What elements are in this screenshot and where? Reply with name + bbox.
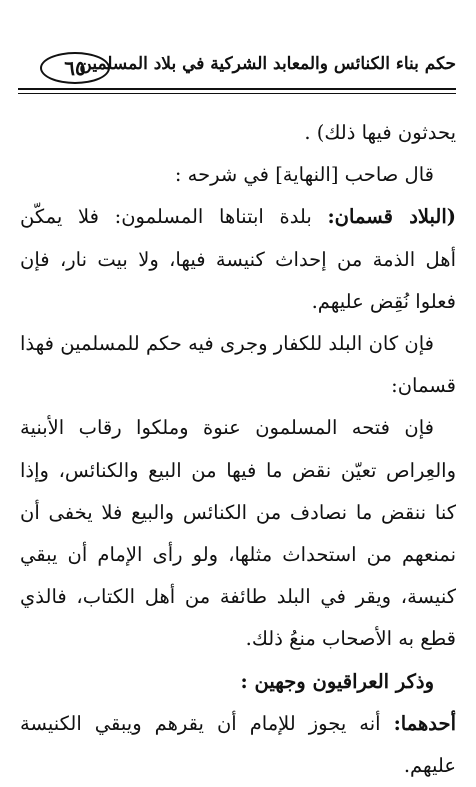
line-text: عليهم.	[403, 754, 456, 778]
line-text: يحدثون فيها ذلك) .	[304, 121, 456, 144]
page-number: ٦٥	[40, 52, 110, 84]
line-text: قطع به الأصحاب منعُ ذلك.	[245, 627, 456, 651]
text-line	[20, 365, 456, 407]
text-line	[20, 323, 456, 365]
text-line	[20, 703, 456, 745]
bold-phrase: (البلاد قسمان:	[327, 205, 456, 229]
page-header	[18, 52, 456, 92]
line-text: أهل الذمة من إحداث كنيسة فيها، ولا بيت نار، فإن	[20, 247, 456, 271]
header-rule-thick	[18, 88, 456, 90]
line-text: قسمان:	[391, 374, 456, 398]
line-text: أنه يجوز للإمام أن يقرهم ويبقي الكنيسة	[20, 711, 394, 735]
line-text: فإن كان البلد للكفار وجرى فيه حكم للمسلمين فهذا	[20, 332, 434, 356]
line-text: فعلوا نُقِض عليهم.	[311, 289, 456, 313]
text-line	[20, 112, 456, 154]
text-line	[20, 450, 456, 492]
text-line	[20, 534, 456, 576]
bold-phrase: وذكر العراقيون وجهين :	[240, 669, 434, 693]
line-text: كنيسة، ويقر في البلد طائفة من أهل الكتاب، فالذي	[20, 585, 456, 609]
running-title: حكم بناء الكنائس والمعابد الشركية في بلاد المسلمين	[79, 54, 456, 74]
text-line	[20, 196, 456, 238]
text-line	[20, 492, 456, 534]
text-line	[20, 576, 456, 618]
line-text: قال صاحب [النهاية] في شرحه :	[174, 163, 434, 187]
text-line	[20, 239, 456, 281]
text-line	[20, 745, 456, 787]
text-line	[20, 618, 456, 660]
bold-phrase: أحدهما:	[393, 711, 456, 735]
text-line	[20, 154, 456, 196]
text-line	[20, 407, 456, 449]
line-text: والعِراص تعيّن نقض ما فيها من البيع والكنائس، وإذا	[20, 458, 456, 482]
text-line	[20, 281, 456, 323]
text-line	[20, 661, 456, 703]
line-text: نمنعهم من استحداث مثلها، ولو رأى الإمام أن يبقي	[20, 543, 456, 567]
header-rule-thin	[18, 93, 456, 94]
line-text: كنا ننقض ما نصادف من الكنائس والبيع فلا يخفى أن	[20, 500, 456, 524]
page-body	[20, 112, 456, 787]
line-text: بلدة ابتناها المسلمون: فلا يمكّن	[20, 205, 328, 229]
line-text: فإن فتحه المسلمون عنوة وملكوا رقاب الأبنية	[20, 416, 434, 440]
